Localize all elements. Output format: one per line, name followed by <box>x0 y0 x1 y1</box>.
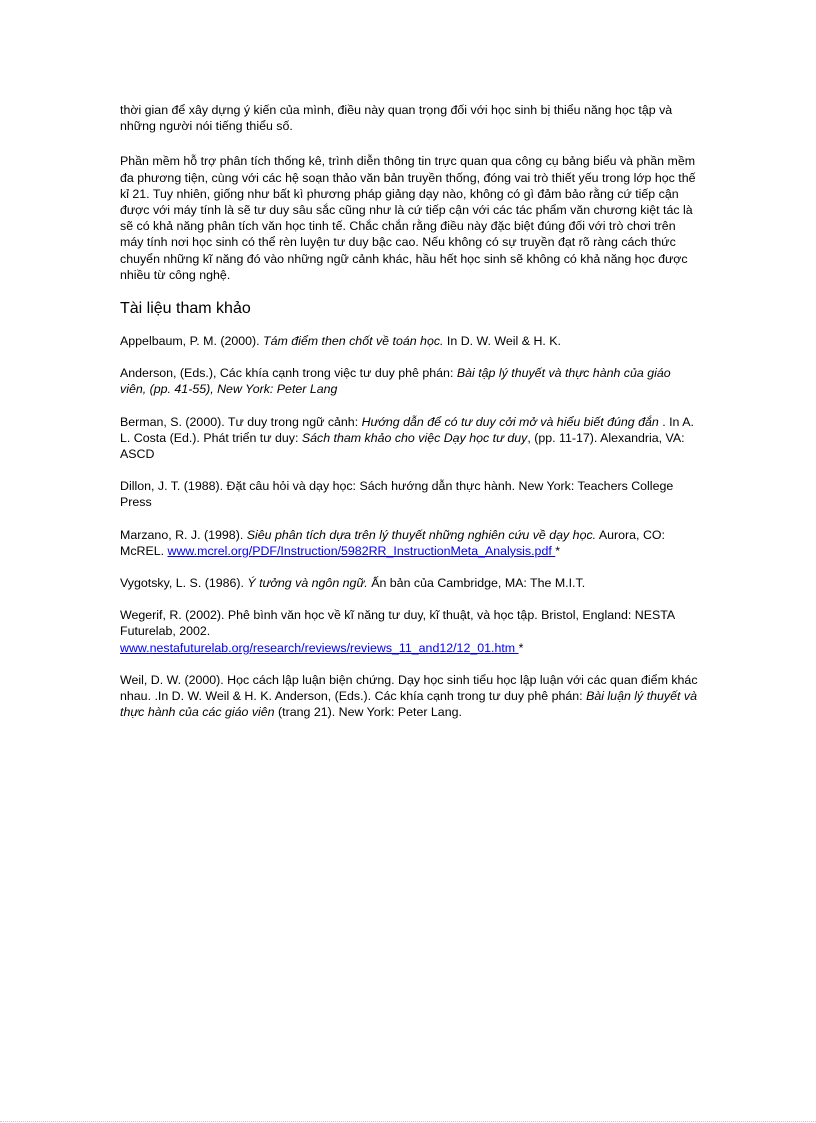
body-paragraph-1: thời gian để xây dựng ý kiến của mình, điều này quan trọng đối với học sinh bị thiểu năng học tập và những người nói tiếng thiểu số. <box>120 103 673 134</box>
reference-weil: Weil, D. W. (2000). Học cách lập luận biện chứng. Dạy học sinh tiểu học lập luận với các quan điểm khác nhau. .In D. W. Weil & H. K. Anderson, (Eds.). Các khía cạnh trong tư duy phê phán: Bài luận lý thuyết và thực hành của các giáo viên (trang 21). New York: Peter Lang. <box>120 672 698 720</box>
reference-vygotsky: Vygotsky, L. S. (1986). Ý tưởng và ngôn ngữ. Ấn bản của Cambridge, MA: The M.I.T. <box>120 576 586 591</box>
document-page <box>120 102 700 736</box>
reference-berman: Berman, S. (2000). Tư duy trong ngữ cảnh: Hướng dẫn để có tư duy cởi mở và hiểu biết đúng đắn . In A. L. Costa (Ed.). Phát triển tư duy: Sách tham khảo cho việc Dạy học tư duy, (pp. 11-17). Alexandria, VA: ASCD <box>120 414 694 462</box>
reference-appelbaum: Appelbaum, P. M. (2000). Tám điểm then chốt về toán học. In D. W. Weil & H. K. <box>120 334 561 349</box>
reference-anderson: Anderson, (Eds.), Các khía cạnh trong việc tư duy phê phán: Bài tập lý thuyết và thực hành của giáo viên, (pp. 41-55), New York: Peter Lang <box>120 366 671 397</box>
nestafuturelab-link[interactable]: www.nestafuturelab.org/research/reviews/reviews_11_and12/12_01.htm <box>120 640 519 655</box>
mcrel-link[interactable]: www.mcrel.org/PDF/Instruction/5982RR_InstructionMeta_Analysis.pdf <box>167 543 556 558</box>
reference-wegerif: Wegerif, R. (2002). Phê bình văn học về kĩ năng tư duy, kĩ thuật, và học tập. Bristol, England: NESTA Futurelab, 2002. www.nestafuturelab.org/research/reviews/reviews_11_and12/12_01.htm * <box>120 608 675 655</box>
reference-marzano: Marzano, R. J. (1998). Siêu phân tích dựa trên lý thuyết những nghiên cứu về dạy học. Aurora, CO: McREL. www.mcrel.org/PDF/Instruction/5982RR_InstructionMeta_Analysis.pdf * <box>120 527 665 558</box>
page-bottom-divider <box>0 1121 816 1122</box>
reference-dillon: Dillon, J. T. (1988). Đặt câu hỏi và dạy học: Sách hướng dẫn thực hành. New York: Teachers College Press <box>120 479 674 510</box>
references-heading: Tài liệu tham khảo <box>120 300 251 318</box>
body-paragraph-2: Phần mềm hỗ trợ phân tích thống kê, trình diễn thông tin trực quan qua công cụ bảng biểu và phần mềm đa phương tiện, cùng với các hệ soạn thảo văn bản truyền thống, đóng vai trò thiết yếu trong lớp học thế kỉ 21. Tuy nhiên, giống như bất kì phương pháp giảng dạy nào, không có gì đảm bảo rằng cứ tiếp cận được với máy tính là sẽ tư duy sâu sắc cũng như là cứ tiếp cận với các tác phẩm văn chương kiệt tác là sẽ có khả năng phân tích văn học tinh tế. Chắc chắn rằng điều này đặc biệt đúng đối với trò chơi trên máy tính nơi học sinh có thể rèn luyện tư duy bậc cao. Nếu không có sự truyền đạt rõ ràng cách thức chuyển những kĩ năng đó vào những ngữ cảnh khác, hầu hết học sinh sẽ không có khả năng học được nhiều từ công nghệ. <box>120 154 696 282</box>
